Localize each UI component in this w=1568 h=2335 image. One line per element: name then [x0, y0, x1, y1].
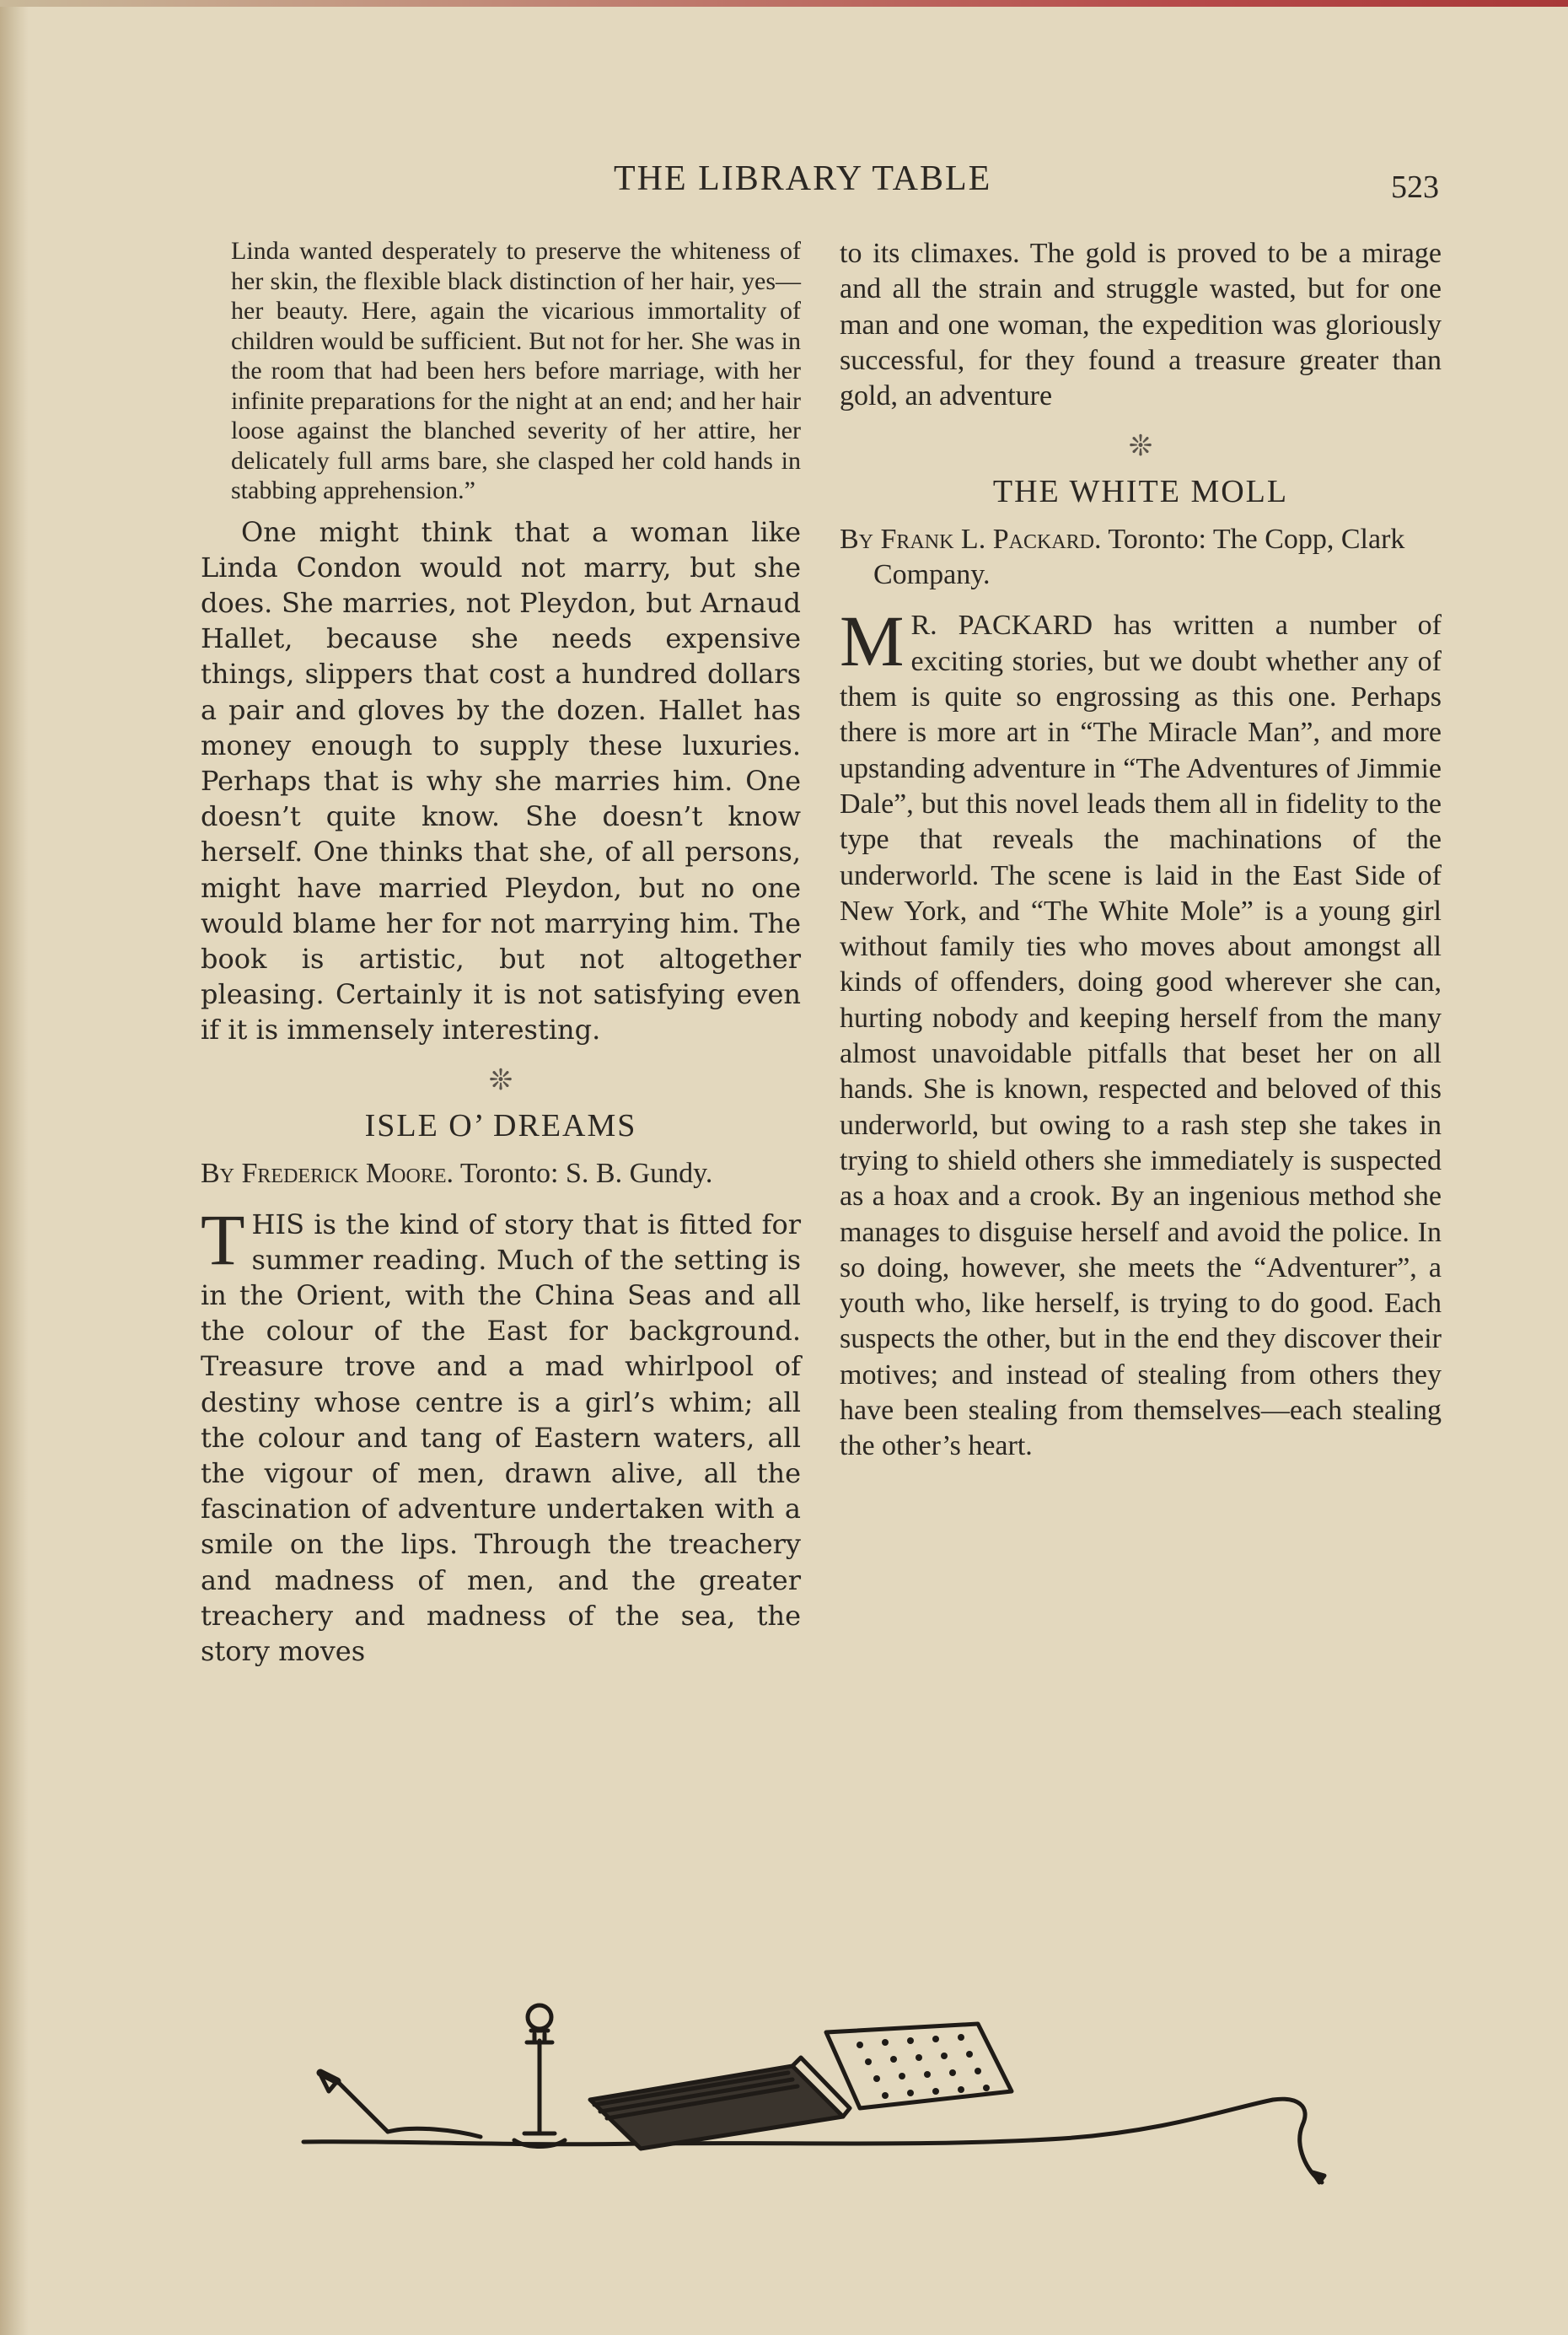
book-dots — [856, 2034, 990, 2099]
page-number: 523 — [1391, 169, 1439, 205]
review-continuation: to its climaxes. The gold is proved to be a mirage and all the strain and struggle wasted, but for one man and one woman, the expedition was gloriously successful, for they found a treasure greater than gold, an adventure — [840, 238, 1442, 412]
byline-by: By — [840, 524, 874, 556]
review-body — [201, 1198, 802, 1670]
end-ornament-illustration — [287, 1999, 1349, 2260]
review-heading-white-moll: THE WHITE MOLL — [992, 474, 1289, 510]
byline-author: Frank L. Packard. — [880, 524, 1102, 556]
drop-cap: T — [201, 1198, 245, 1280]
running-head: THE LIBRARY TABLE — [614, 159, 992, 198]
page-top-edge — [0, 0, 1568, 7]
page-gutter-shadow — [0, 0, 29, 2335]
byline-author: Frederick Moore. — [241, 1157, 454, 1189]
review-lead-word: HIS — [251, 1208, 305, 1240]
section-ornament: ❊ — [488, 1063, 513, 1097]
review-body-text: is the kind of story that is fitted for summer reading. Much of the setting is in the Orient, with the China Seas and all the colour of the East for background. Treasure trove and a mad whirlpool of destiny whose centre is a girl’s whim; all the colour and tang of Eastern waters, all the vigour of men, drawn alive, all the fascination of adventure undertaken with a smile on the lips. Through the treachery and madness of men, and the greater treachery and madness of the sea, the story moves — [201, 1208, 802, 1667]
right-column — [840, 236, 1442, 1465]
left-column — [201, 236, 801, 1669]
byline-publisher: Toronto: The Copp, Clark Company. — [873, 524, 1405, 591]
review-paragraph-linda-condon: One might think that a woman like Linda Condon would not marry, but she does. She marries, not Pleydon, but Arnaud Hallet, because she needs expensive things, slippers that cost a hundred dollars a pair and gloves by the dozen. Hallet has money enough to supply these luxuries. Perhaps that is why she marries him. One doesn’t quite know. She doesn’t know herself. One thinks that she, of all persons, might have married Pleydon, but no one would blame her for not marrying him. The book is artistic, but not altogether pleasing. Certainly it is not satisfying even if it is immensely interesting. — [201, 515, 801, 1046]
review-body — [840, 600, 1442, 1464]
review-body-text: has written a number of exciting stories, but we doubt whether any of them is quite so engrossing as this one. Perhaps there is more art in “The Miracle Man”, and more upstanding adventure in “The Adventures of Jimmie Dale”, but this novel leads them all in fidelity to the type that reveals the machinations of the underworld. The scene is laid in the East Side of New York, and “The White Mole” is a young girl without family ties who moves about amongst all kinds of offenders, doing good wherever she can, hurting nobody and keeping herself from the many almost unavoidable pitfalls that beset her on all hands. She is known, respected and beloved of this underworld, but owing to a rash step she takes in trying to shield others she immediately is suspected as a hoax and a crook. By an ingenious method she manages to disguise herself and avoid the police. In so doing, however, she meets the “Adventurer”, a youth who, like herself, is trying to do good. Each suspects the other, but in the end they discover their motives; and instead of stealing from others they have been stealing from themselves—each stealing the other’s heart. — [840, 610, 1442, 1462]
drop-cap: M — [840, 600, 905, 682]
review-heading-isle-o-dreams: ISLE O’ DREAMS — [364, 1107, 637, 1143]
review-byline — [840, 522, 1442, 593]
section-ornament: ❊ — [1128, 429, 1153, 464]
byline-publisher: Toronto: S. B. Gundy. — [459, 1157, 713, 1189]
byline-by: By — [201, 1157, 235, 1189]
review-lead-word: R. PACKARD — [910, 610, 1093, 642]
block-quote: Linda wanted desperately to preserve the whiteness of her skin, the flexible black distinction of her hair, yes—her beauty. Here, again the vicarious immortality of children would be sufficient. But not for her. She was in the room that had been hers before marriage, with her infinite preparations for the night at an end; and her hair loose against the blanched severity of her attire, her delicately full arms bare, she clasped her cold hands in stabbing apprehension.” — [231, 237, 801, 504]
review-byline — [201, 1156, 801, 1192]
